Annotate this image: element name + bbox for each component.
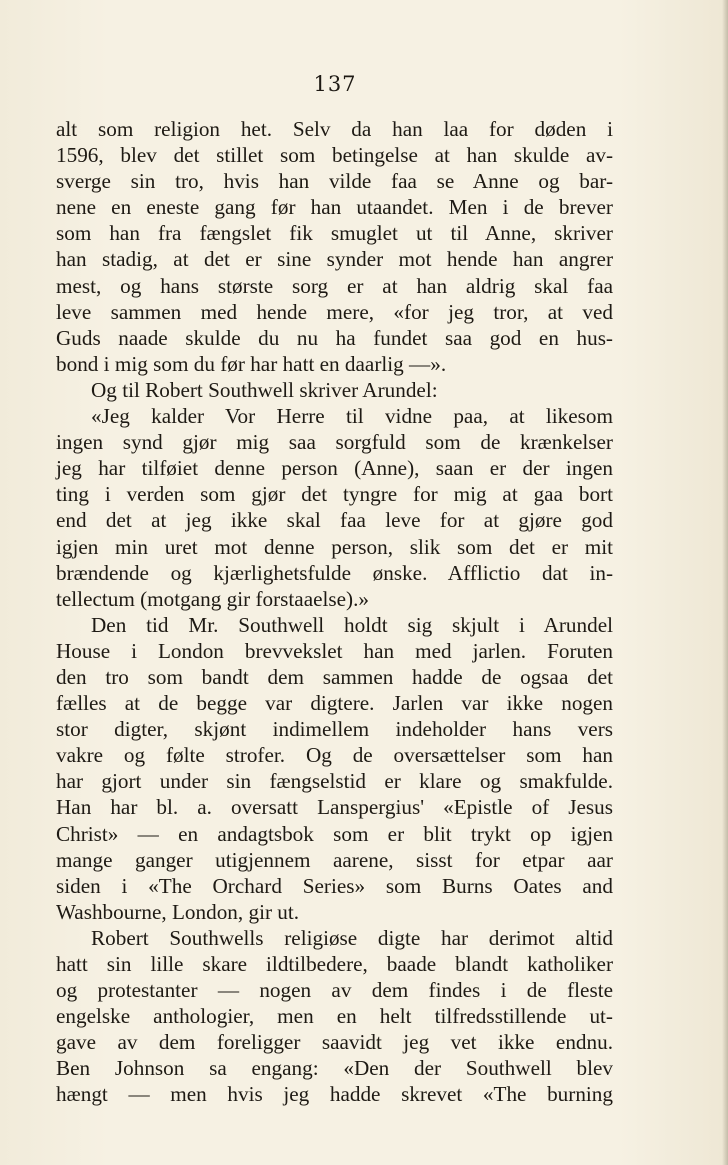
text-line: leve sammen med hende mere, «for jeg tror, at ved: [56, 299, 613, 324]
text-line: alt som religion het. Selv da han laa for døden i: [56, 117, 613, 141]
text-line: vakre og følte strofer. Og de oversættelser som han: [56, 743, 613, 768]
text-line: har gjort under sin fængselstid er klare og smakfulde.: [56, 769, 613, 794]
text-line: sverge sin tro, hvis han vilde faa se Anne og bar-: [56, 169, 613, 194]
text-line: hængt — men hvis jeg hadde skrevet «The burning: [56, 1082, 613, 1107]
text-line: han stadig, at det er sine synder mot hende han angrer: [56, 247, 613, 272]
text-line: ingen synd gjør mig saa sorgfuld som de krænkelser: [56, 430, 613, 455]
text-line: mest, og hans største sorg er at han aldrig skal faa: [56, 273, 613, 298]
text-line: siden i «The Orchard Series» som Burns Oates and: [56, 873, 613, 898]
text-line: stor digter, skjønt indimellem indeholder hans vers: [56, 717, 613, 742]
page-edge-shadow: [722, 0, 728, 1165]
text-line: bond i mig som du før har hatt en daarlig —».: [56, 351, 447, 376]
text-line: som han fra fængslet fik smuglet ut til Anne, skriver: [56, 221, 613, 246]
text-line: og protestanter — nogen av dem findes i de fleste: [56, 978, 613, 1003]
text-line: end det at jeg ikke skal faa leve for at gjøre god: [56, 508, 613, 533]
text-line: brændende og kjærlighetsfulde ønske. Afflictio dat in-: [56, 560, 613, 585]
text-line: Robert Southwells religiøse digte har derimot altid: [91, 925, 613, 950]
text-line: House i London brevvekslet han med jarlen. Foruten: [56, 638, 613, 663]
text-line: engelske anthologier, men en helt tilfredsstillende ut-: [56, 1004, 613, 1029]
text-line: «Jeg kalder Vor Herre til vidne paa, at likesom: [91, 404, 613, 429]
page-number: 137: [313, 72, 357, 96]
text-line: ting i verden som gjør det tyngre for mig at gaa bort: [56, 482, 613, 507]
text-line: den tro som bandt dem sammen hadde de ogsaa det: [56, 664, 613, 689]
text-line: Washbourne, London, gir ut.: [56, 899, 300, 924]
text-line: jeg har tilføiet denne person (Anne), saan er der ingen: [56, 456, 613, 481]
text-line: hatt sin lille skare ildtilbedere, baade blandt katholiker: [56, 952, 613, 976]
text-line: Guds naade skulde du nu ha fundet saa god en hus-: [56, 325, 613, 350]
body-text: [56, 116, 613, 1108]
text-line: nene en eneste gang før han utaandet. Men i de brever: [56, 195, 613, 220]
text-line: tellectum (motgang gir forstaaelse).»: [56, 586, 369, 611]
text-line: mange ganger utigjennem aarene, sisst for etpar aar: [56, 847, 613, 872]
text-line: gave av dem foreligger saavidt jeg vet ikke endnu.: [56, 1030, 613, 1055]
text-line: Han har bl. a. oversatt Lanspergius' «Epistle of Jesus: [56, 795, 613, 820]
text-line: Og til Robert Southwell skriver Arundel:: [91, 377, 438, 402]
text-line: fælles at de begge var digtere. Jarlen var ikke nogen: [56, 691, 613, 716]
text-line: Christ» — en andagtsbok som er blit trykt op igjen: [56, 821, 613, 846]
text-line: Den tid Mr. Southwell holdt sig skjult i Arundel: [91, 612, 613, 637]
text-line: 1596, blev det stillet som betingelse at han skulde av-: [56, 143, 613, 168]
text-line: igjen min uret mot denne person, slik som det er mit: [56, 534, 613, 559]
text-line: Ben Johnson sa engang: «Den der Southwell blev: [56, 1056, 613, 1081]
